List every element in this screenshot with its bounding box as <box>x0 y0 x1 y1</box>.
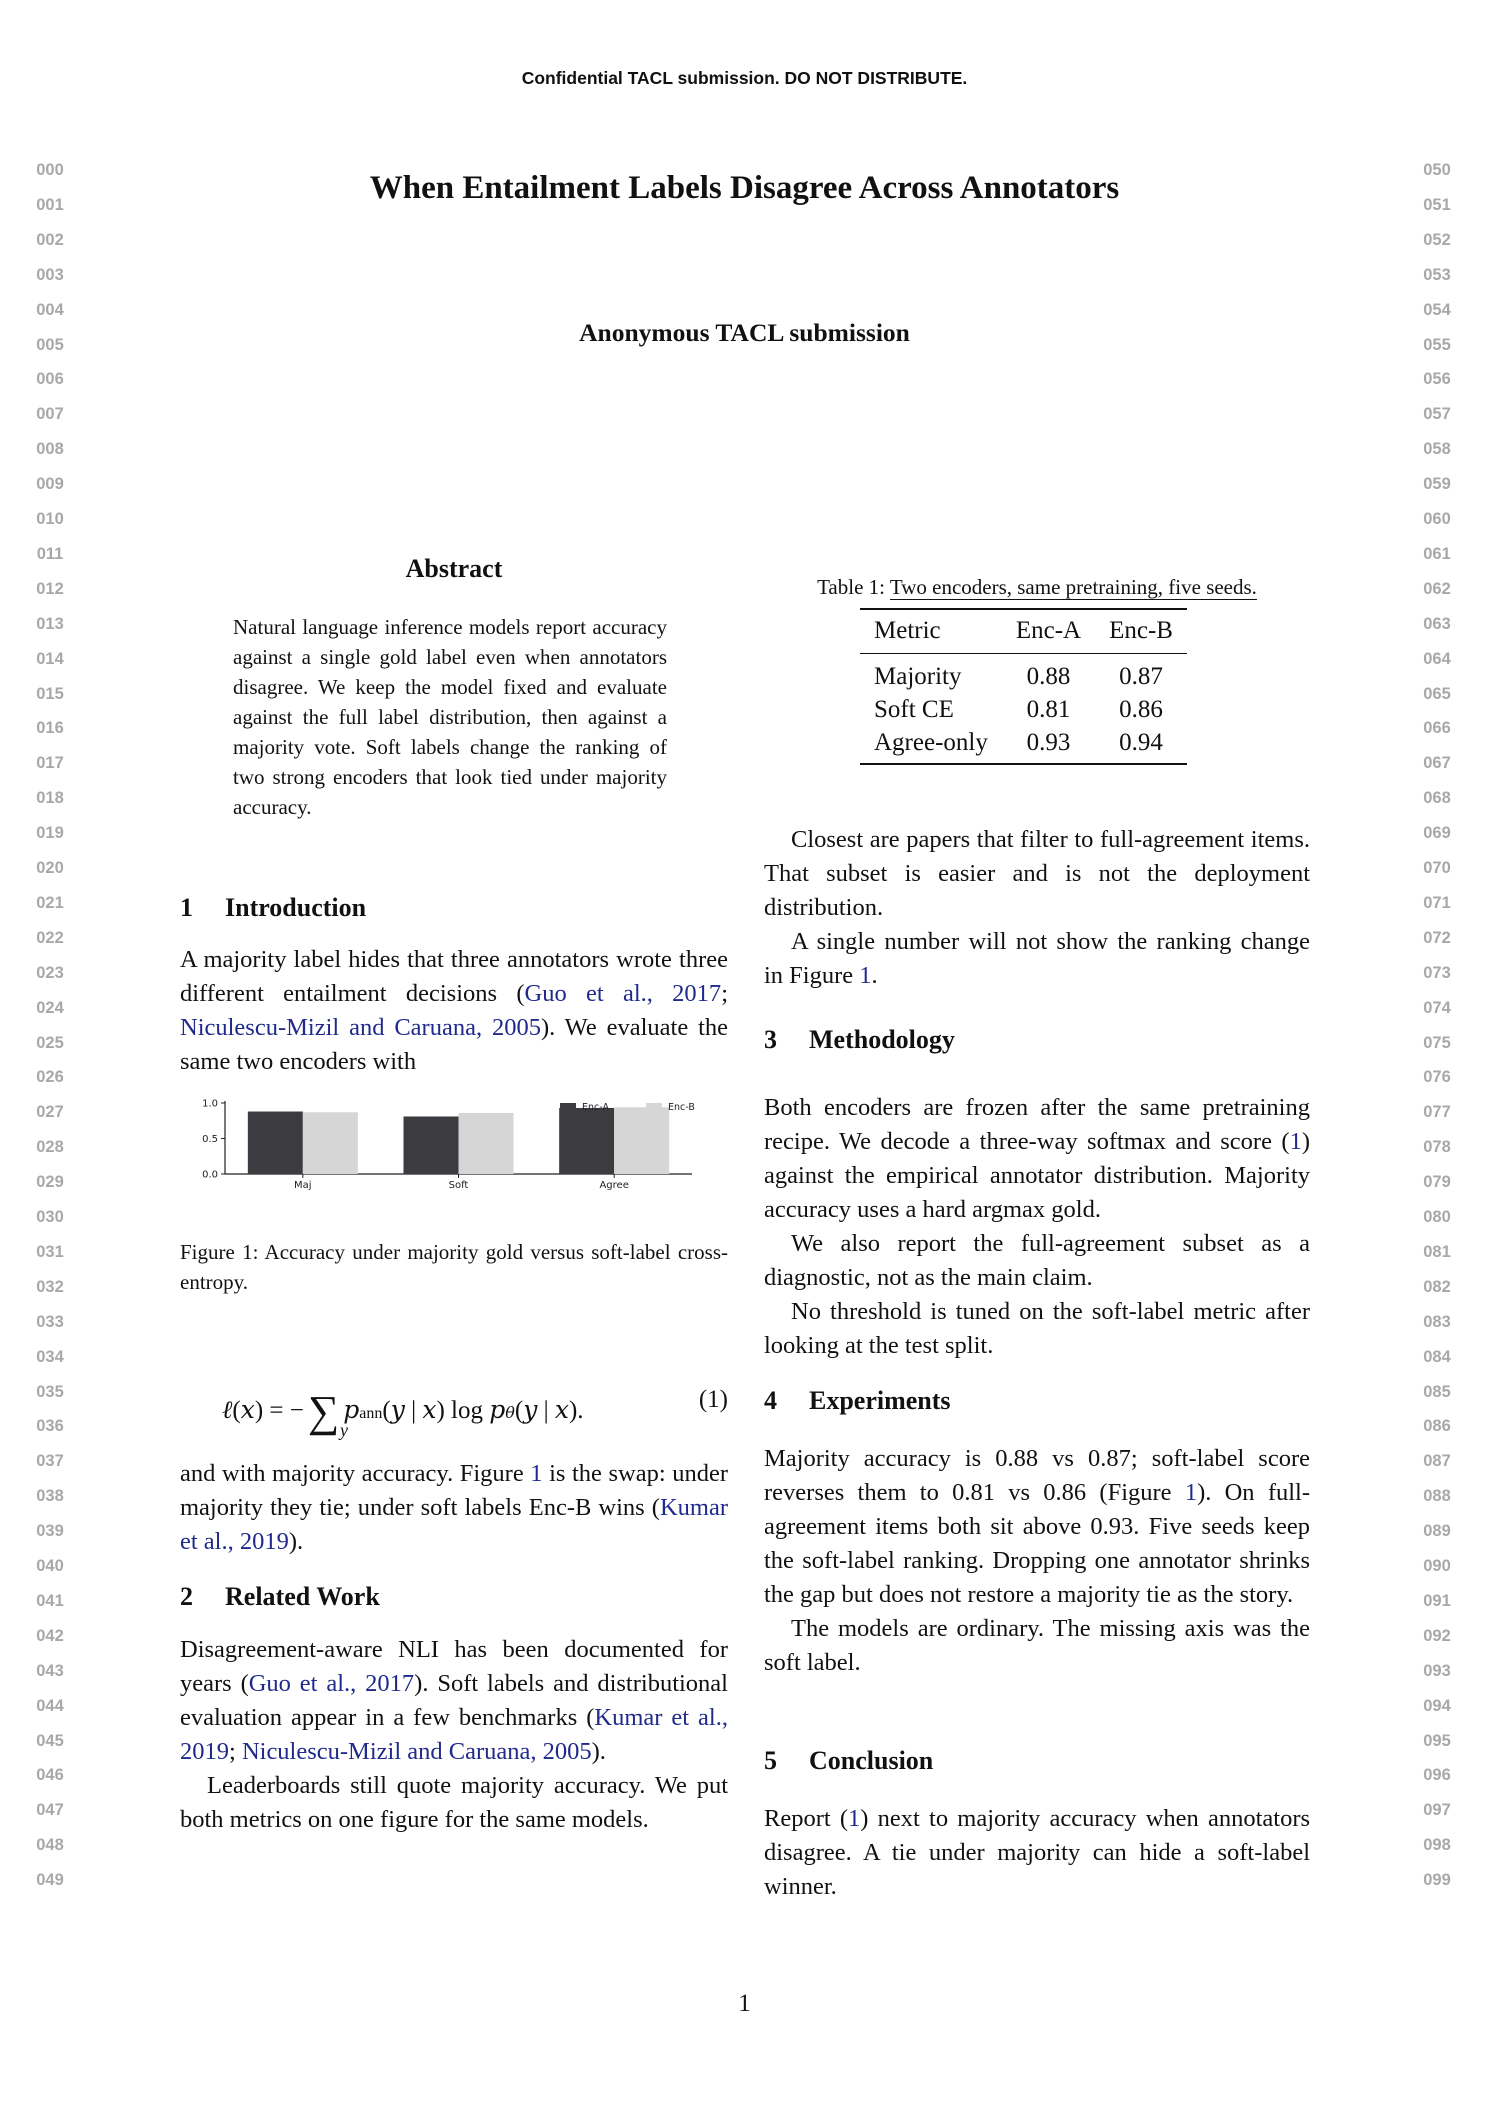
line-number: 010 <box>36 510 64 528</box>
table-cell: Soft CE <box>874 696 954 723</box>
paper-title: When Entailment Labels Disagree Across Annotators <box>369 170 1120 206</box>
citation-link[interactable]: Kumar et al., 2019 <box>180 1494 728 1555</box>
citation-link[interactable]: Guo et al., 2017 <box>524 980 722 1007</box>
bar-enc-a-soft <box>404 1116 459 1174</box>
line-number: 070 <box>1423 859 1451 877</box>
line-number: 097 <box>1423 1801 1451 1820</box>
y-tick-label: 0.5 <box>202 1134 218 1145</box>
line-number: 041 <box>36 1591 64 1610</box>
equation-ref-link[interactable]: 1 <box>848 1805 861 1832</box>
line-number: 051 <box>1423 195 1451 214</box>
line-number: 078 <box>1423 1138 1451 1157</box>
line-number: 077 <box>1423 1103 1451 1122</box>
equation-body: ℓ(x) = −∑ pann(y | x) log pθ(y | x). <box>222 1387 584 1436</box>
line-number: 080 <box>1423 1208 1451 1226</box>
abstract-text: Natural language inference models report accuracy against a single gold label even when annotators disagree. We keep the model fixed and evaluate against the full label distribution, then against a majority vote. Soft labels change the ranking of two strong encoders that look tied under majority accuracy. <box>233 615 667 819</box>
line-number: 020 <box>36 859 64 877</box>
section-heading-experiments: 4 Experiments <box>764 1386 951 1415</box>
abstract-heading: Abstract <box>405 554 503 583</box>
x-tick-label: Agree <box>599 1180 629 1191</box>
line-number: 081 <box>1423 1242 1451 1261</box>
table-cell: Agree-only <box>874 729 988 756</box>
line-number: 008 <box>36 440 64 459</box>
line-number: 089 <box>1423 1522 1451 1541</box>
line-number: 084 <box>1423 1347 1451 1366</box>
line-number: 066 <box>1423 719 1451 738</box>
line-number: 014 <box>36 649 64 668</box>
line-number: 001 <box>36 195 64 214</box>
line-number: 073 <box>1423 963 1451 982</box>
line-number: 038 <box>36 1487 64 1506</box>
citation-link[interactable]: Niculescu-Mizil and Caruana, 2005 <box>180 1014 541 1041</box>
running-header: Confidential TACL submission. DO NOT DISTRIBUTE. <box>521 68 968 88</box>
line-number: 069 <box>1423 824 1451 843</box>
line-number: 064 <box>1423 649 1451 668</box>
x-tick-label: Maj <box>294 1180 312 1191</box>
bar-enc-b-maj <box>303 1112 358 1174</box>
line-number: 087 <box>1423 1452 1451 1471</box>
bar-enc-a-maj <box>248 1112 303 1174</box>
bar-enc-b-soft <box>459 1113 514 1174</box>
related-work-paragraph-4: A single number will not show the ranking change in Figure 1. <box>764 928 1310 989</box>
line-number: 093 <box>1423 1661 1451 1680</box>
line-number: 046 <box>36 1766 64 1785</box>
line-number: 061 <box>1423 544 1451 563</box>
line-number: 065 <box>1423 684 1451 703</box>
methodology-paragraph-3: No threshold is tuned on the soft-label metric after looking at the test split. <box>764 1298 1310 1359</box>
line-number: 085 <box>1423 1382 1451 1401</box>
line-number: 045 <box>36 1731 64 1750</box>
related-work-paragraph-2: Leaderboards still quote majority accuracy. We put both metrics on one figure for the same models. <box>180 1772 728 1833</box>
line-number: 025 <box>36 1033 64 1052</box>
line-number: 072 <box>1423 928 1451 947</box>
line-number: 032 <box>36 1277 64 1296</box>
author-line: Anonymous TACL submission <box>579 318 910 347</box>
section-heading-conclusion: 5 Conclusion <box>764 1746 934 1775</box>
line-number: 002 <box>36 230 64 249</box>
table-header-row <box>860 609 1187 654</box>
line-number: 048 <box>36 1836 64 1855</box>
y-tick-label: 0.0 <box>202 1169 218 1181</box>
line-number: 004 <box>36 300 64 319</box>
related-work-paragraph-3: Closest are papers that filter to full-agreement items. That subset is easier and is not the deployment distribution. <box>764 826 1310 921</box>
intro-paragraph-2: and with majority accuracy. Figure 1 is the swap: under majority they tie; under soft labels Enc-B wins (Kumar et al., 2019). <box>180 1460 728 1555</box>
figure-ref-link[interactable]: 1 <box>530 1460 543 1487</box>
line-number: 079 <box>1423 1173 1451 1192</box>
line-number: 036 <box>36 1417 64 1436</box>
line-number: 026 <box>36 1068 64 1087</box>
line-number: 075 <box>1423 1033 1451 1052</box>
line-number: 057 <box>1423 405 1451 424</box>
line-number: 076 <box>1423 1068 1451 1087</box>
bar-chart <box>180 1095 728 1195</box>
experiments-paragraph-2: The models are ordinary. The missing axis was the soft label. <box>764 1615 1310 1676</box>
line-number: 091 <box>1423 1591 1451 1610</box>
line-number: 095 <box>1423 1731 1451 1750</box>
line-number: 015 <box>36 684 64 703</box>
line-number: 059 <box>1423 475 1451 494</box>
figure-1-chart <box>180 1095 728 1195</box>
equation-number: (1) <box>698 1386 728 1413</box>
line-number: 092 <box>1423 1626 1451 1645</box>
line-number: 096 <box>1423 1766 1451 1785</box>
table-header-cell: Enc-B <box>1109 617 1173 644</box>
table-row <box>860 693 1187 726</box>
line-number: 030 <box>36 1208 64 1226</box>
table-cell: 0.94 <box>1119 729 1163 756</box>
x-tick-label: Soft <box>448 1180 469 1191</box>
figure-ref-link[interactable]: 1 <box>1184 1479 1198 1506</box>
line-number: 031 <box>36 1242 64 1261</box>
results-table <box>860 608 1187 765</box>
line-number: 052 <box>1423 230 1451 249</box>
sum-index: y <box>340 1420 348 1440</box>
line-number: 094 <box>1423 1696 1451 1715</box>
line-number: 071 <box>1423 893 1451 912</box>
line-number: 049 <box>36 1871 64 1890</box>
line-number: 006 <box>36 370 64 389</box>
line-number: 027 <box>36 1103 64 1122</box>
legend-label: Enc-A <box>582 1102 609 1113</box>
table-row <box>860 654 1187 694</box>
line-number: 019 <box>36 824 64 843</box>
y-tick-label: 1.0 <box>202 1098 218 1110</box>
line-number: 090 <box>1423 1557 1451 1575</box>
line-number: 034 <box>36 1347 64 1366</box>
table-cell: 0.87 <box>1119 663 1163 690</box>
bar-enc-a-agree <box>559 1108 614 1174</box>
related-work-body: Disagreement-aware NLI has been documented for years (Guo et al., 2017). Soft labels and distributional evaluation appear in a few benchmarks (Kumar et al., 2019; Niculescu-Mizil and Caruana, 2005). Leaderboards still quote majority accuracy. We put both metrics on one figure for the same models. <box>180 1633 728 1837</box>
table-cell: 0.88 <box>1026 663 1071 690</box>
line-number: 007 <box>36 405 64 424</box>
line-number: 056 <box>1423 370 1451 389</box>
line-number: 016 <box>36 719 64 738</box>
bar-enc-b-agree <box>614 1107 669 1174</box>
section-heading-related-work: 2 Related Work <box>180 1582 380 1611</box>
line-number: 003 <box>36 265 64 284</box>
figure-1-caption: Figure 1: Accuracy under majority gold versus soft-label cross-entropy. <box>180 1240 728 1294</box>
line-number: 060 <box>1423 510 1451 528</box>
line-number: 083 <box>1423 1312 1451 1331</box>
experiments-body: Majority accuracy is 0.88 vs 0.87; soft-label score reverses them to 0.81 vs 0.86 (Figure 1). On full-agreement items both sit above 0.93. Five seeds keep the soft-label ranking. Dropping one annotator shrinks the gap but does not restore a majority tie as the story. The models are ordinary. The missing axis was the soft label. <box>764 1442 1310 1680</box>
table-1-caption: Table 1: Two encoders, same pretraining, five seeds. <box>817 575 1257 599</box>
figure-ref-link[interactable]: 1 <box>859 962 872 989</box>
line-number: 033 <box>36 1312 64 1331</box>
citation-link[interactable]: Kumar et al., 2019 <box>180 1704 728 1765</box>
line-number: 082 <box>1423 1277 1451 1296</box>
line-number: 088 <box>1423 1487 1451 1506</box>
line-number: 050 <box>1423 161 1451 179</box>
line-number: 063 <box>1423 614 1451 633</box>
line-number: 009 <box>36 475 64 494</box>
citation-link[interactable]: Niculescu-Mizil and Caruana, 2005 <box>241 1738 592 1765</box>
table-header-cell: Metric <box>874 617 941 644</box>
line-number: 043 <box>36 1661 64 1680</box>
intro-paragraph-1: A majority label hides that three annotators wrote three different entailment decisions (Guo et al., 2017; Niculescu-Mizil and Caruana, 2005). We evaluate the same two encoders with <box>180 946 728 1075</box>
line-number: 040 <box>36 1557 64 1575</box>
table-cell: 0.93 <box>1026 729 1071 756</box>
line-number: 062 <box>1423 579 1451 598</box>
section-heading-methodology: 3 Methodology <box>764 1025 955 1054</box>
table-cell: 0.86 <box>1119 696 1163 723</box>
line-number: 055 <box>1423 335 1451 354</box>
line-number: 012 <box>36 579 64 598</box>
line-number: 017 <box>36 754 64 773</box>
section-heading-introduction: 1 Introduction <box>180 893 367 922</box>
line-number: 047 <box>36 1801 64 1820</box>
line-number: 029 <box>36 1173 64 1192</box>
line-number: 000 <box>36 161 64 179</box>
page-number: 1 <box>738 1990 751 2017</box>
equation-1 <box>180 1372 728 1442</box>
line-number: 005 <box>36 335 64 354</box>
line-number: 035 <box>36 1382 64 1401</box>
line-number: 053 <box>1423 265 1451 284</box>
line-number: 039 <box>36 1522 64 1541</box>
line-number: 013 <box>36 614 64 633</box>
methodology-paragraph-2: We also report the full-agreement subset as a diagnostic, not as the main claim. <box>764 1230 1310 1291</box>
line-number: 024 <box>36 998 64 1017</box>
line-number: 021 <box>36 893 64 912</box>
legend-label: Enc-B <box>668 1102 695 1113</box>
line-number: 018 <box>36 789 64 808</box>
methodology-body: Both encoders are frozen after the same pretraining recipe. We decode a three-way softmax and score (1) against the empirical annotator distribution. Majority accuracy uses a hard argmax gold. We also report the full-agreement subset as a diagnostic, not as the main claim. No threshold is tuned on the soft-label metric after looking at the test split. <box>764 1091 1310 1363</box>
related-work-continued <box>764 823 1310 993</box>
line-number: 067 <box>1423 754 1451 773</box>
line-number: 098 <box>1423 1836 1451 1855</box>
equation-ref-link[interactable]: 1 <box>1289 1128 1302 1155</box>
line-number: 058 <box>1423 440 1451 459</box>
line-number: 068 <box>1423 789 1451 808</box>
table-row <box>860 726 1187 764</box>
line-number: 022 <box>36 928 64 947</box>
table-header-cell: Enc-A <box>1015 617 1082 644</box>
table-cell: Majority <box>874 663 962 690</box>
line-number: 086 <box>1423 1417 1451 1436</box>
line-number: 099 <box>1423 1871 1451 1890</box>
line-number: 028 <box>36 1138 64 1157</box>
conclusion-body: Report (1) next to majority accuracy when annotators disagree. A tie under majority can hide a soft-label winner. <box>764 1805 1311 1900</box>
legend-swatch <box>560 1103 576 1110</box>
citation-link[interactable]: Guo et al., 2017 <box>248 1670 415 1697</box>
legend-swatch <box>646 1103 662 1110</box>
line-number: 044 <box>36 1696 64 1715</box>
line-number: 037 <box>36 1452 64 1471</box>
line-number: 074 <box>1423 998 1451 1017</box>
line-number: 011 <box>36 544 64 563</box>
line-number: 054 <box>1423 300 1451 319</box>
table-cell: 0.81 <box>1026 696 1071 723</box>
line-number: 023 <box>36 963 64 982</box>
line-number: 042 <box>36 1626 64 1645</box>
